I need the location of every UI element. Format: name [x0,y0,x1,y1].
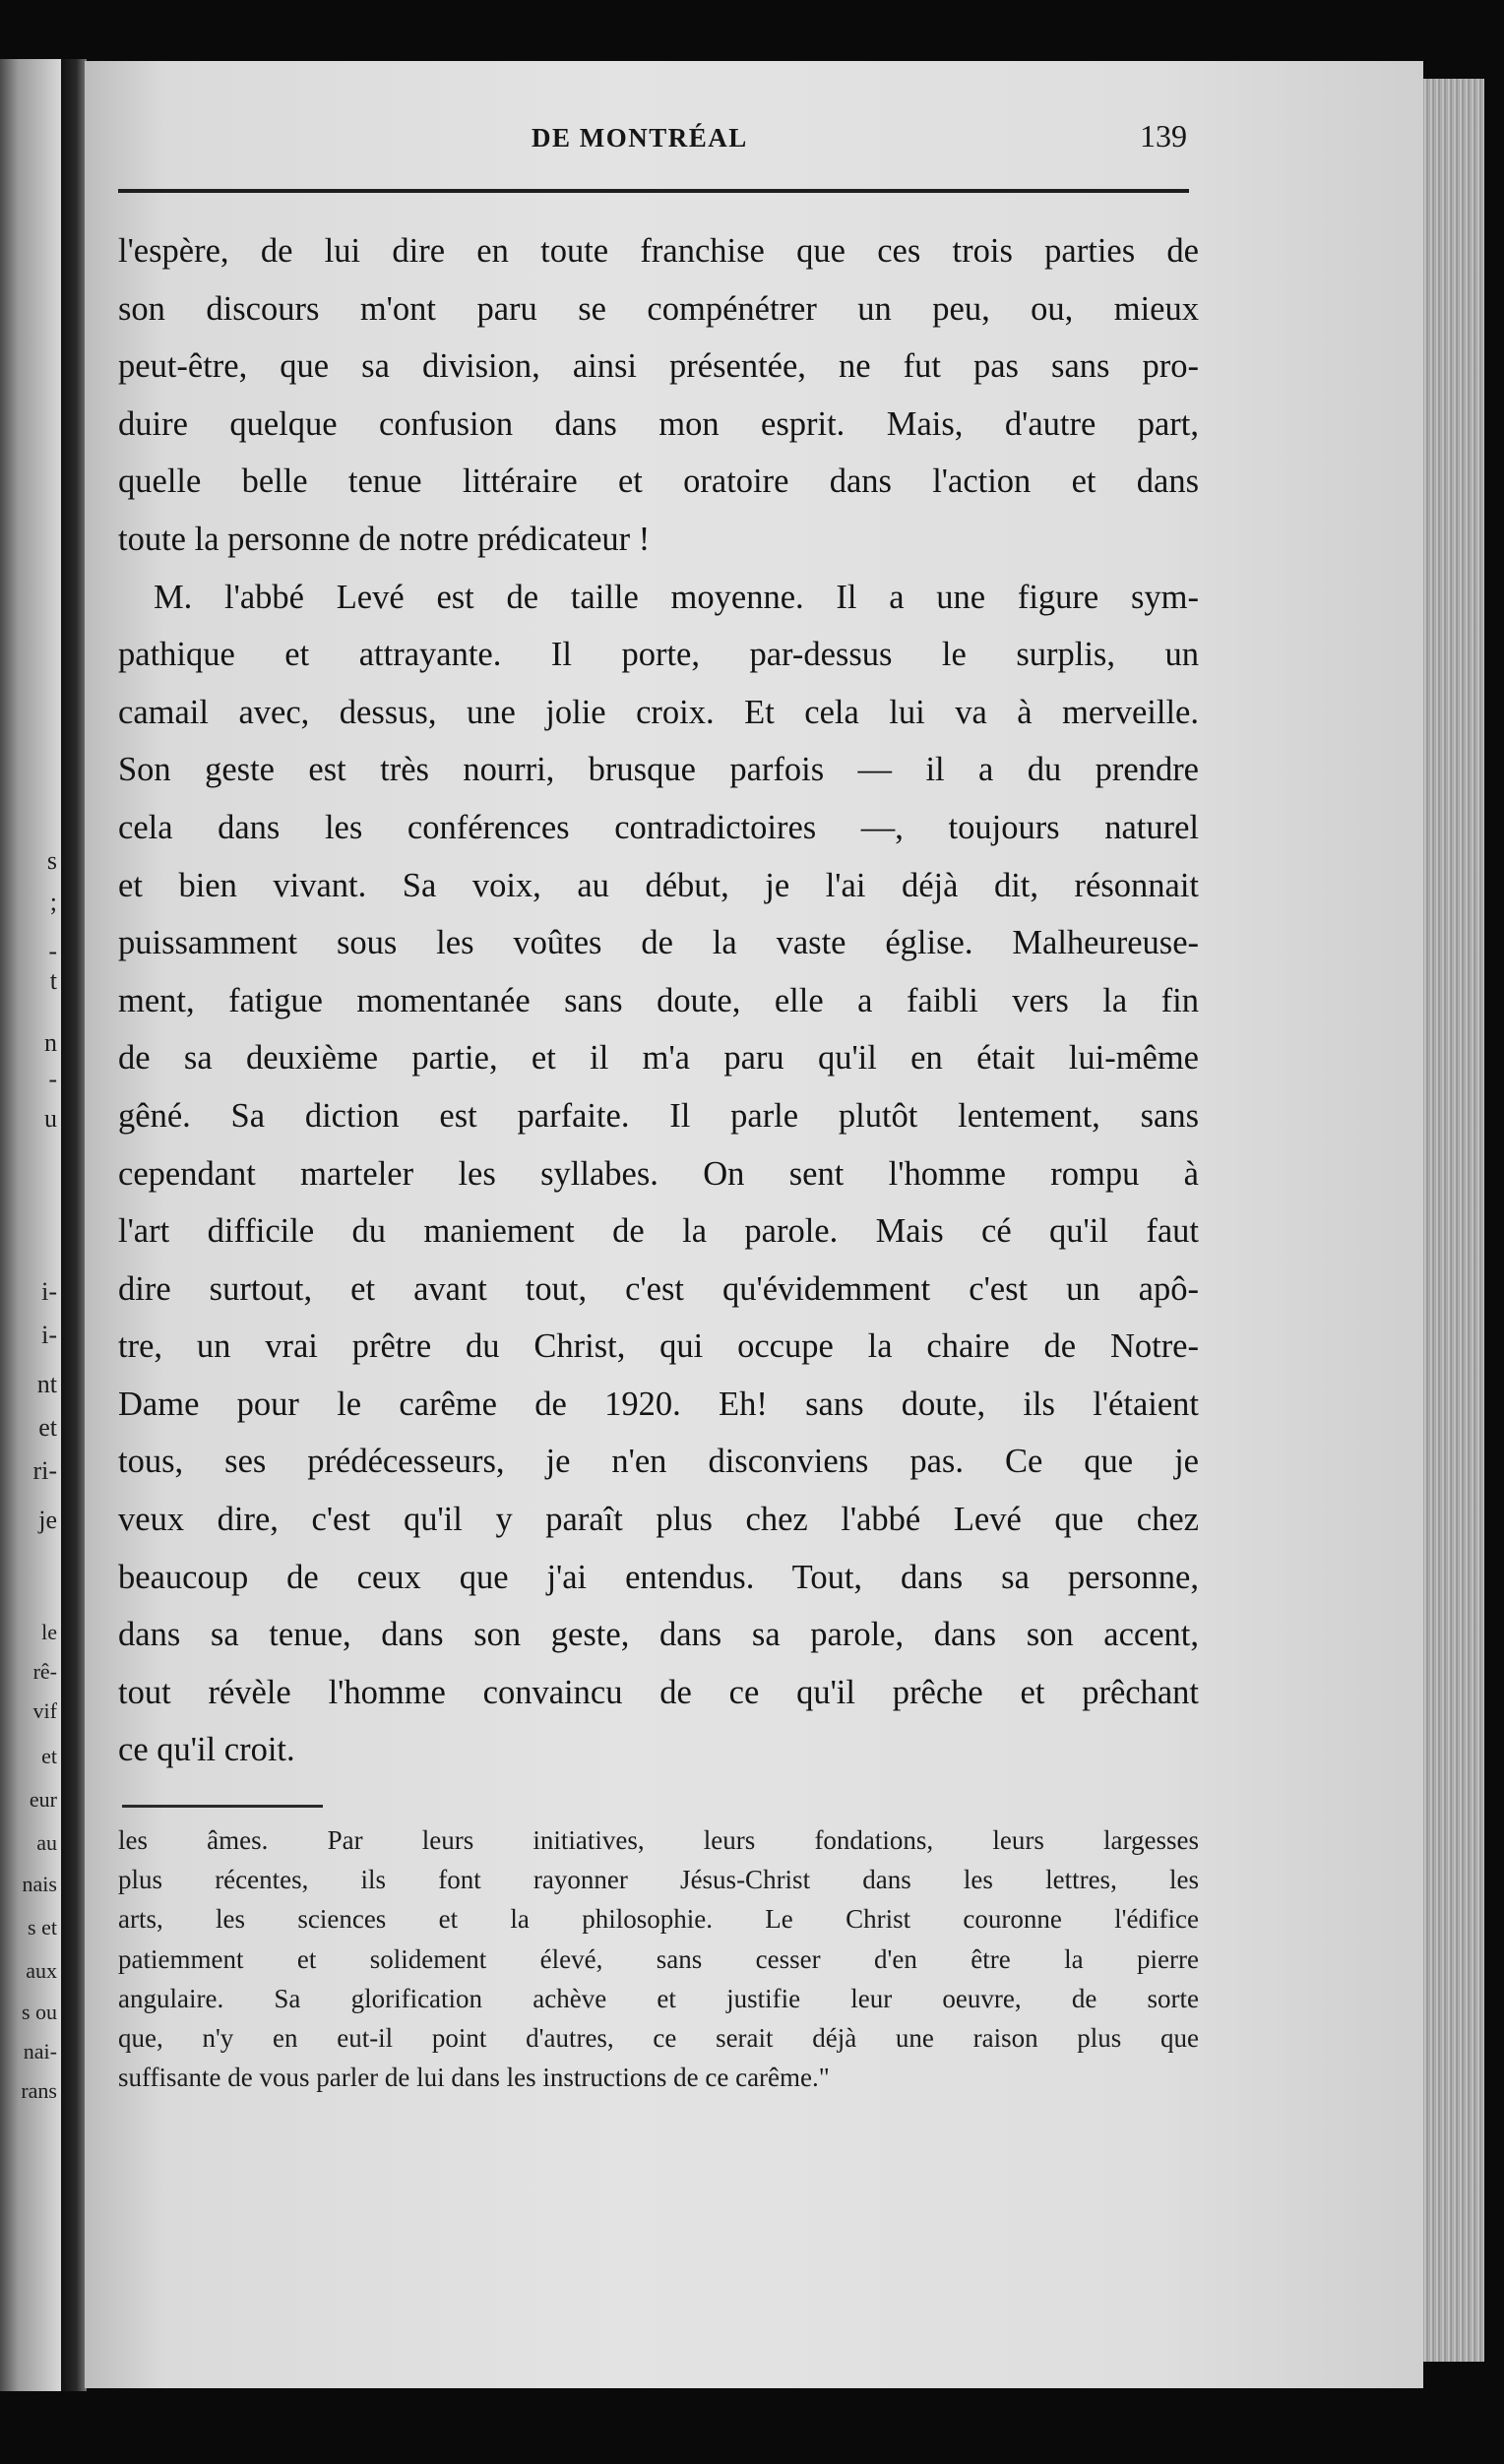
footnote-line: les âmes. Par leurs initiatives, leurs fondations, leurs largesses [118,1825,1199,1855]
text-line: toute la personne de notre prédicateur ! [118,520,651,558]
previous-page-fragment: et [38,1413,57,1442]
text-line: tout révèle l'homme convaincu de ce qu'il prêche et prêchant [118,1673,1199,1711]
previous-page-fragment: nai- [23,2039,57,2064]
footnote-line: plus récentes, ils font rayonner Jésus-Christ dans les lettres, les [118,1865,1199,1895]
text-line: ment, fatigue momentanée sans doute, elle a faibli vers la fin [118,981,1199,1019]
running-head: DE MONTRÉAL [532,123,748,153]
previous-page-fragment: aux [26,1958,57,1983]
footnote-line: suffisante de vous parler de lui dans les instructions de ce carême." [118,2063,830,2093]
previous-page-fragment: le [41,1620,57,1644]
previous-page-fragment: t [49,966,57,995]
previous-page-fragment: et [41,1744,57,1768]
text-line: tous, ses prédécesseurs, je n'en disconviens pas. Ce que je [118,1443,1199,1481]
text-line: cependant marteler les syllabes. On sent l'homme rompu à [118,1154,1199,1193]
text-line: puissamment sous les voûtes de la vaste église. Malheureuse- [118,924,1199,962]
text-line: Son geste est très nourri, brusque parfois — il a du prendre [118,751,1199,789]
previous-page-fragment: ; [49,888,57,916]
text-line: beaucoup de ceux que j'ai entendus. Tout, dans sa personne, [118,1558,1199,1596]
page-number: 139 [1140,118,1187,154]
previous-page-fragment: ri- [32,1456,57,1485]
book-gutter [61,59,87,2391]
footnote-line: que, n'y en eut-il point d'autres, ce serait déjà une raison plus que [118,2022,1199,2053]
text-line: veux dire, c'est qu'il y paraît plus chez l'abbé Levé que chez [118,1501,1199,1539]
text-line: duire quelque confusion dans mon esprit. Mais, d'autre part, [118,404,1199,443]
previous-page-fragment: u [44,1104,57,1133]
text-line: dire surtout, et avant tout, c'est qu'évidemment c'est un apô- [118,1269,1199,1308]
text-line: l'espère, de lui dire en toute franchise que ces trois parties de [118,232,1199,270]
header-rule [118,189,1189,193]
body-text [118,222,1199,1779]
text-line: pathique et attrayante. Il porte, par-dessus le surplis, un [118,636,1199,674]
page-edges [1423,79,1484,2362]
previous-page-fragment: rê- [32,1659,57,1684]
text-line: quelle belle tenue littéraire et oratoire dans l'action et dans [118,462,1199,501]
previous-page-fragment: nt [36,1370,57,1398]
previous-page-fragment: rans [21,2078,57,2103]
previous-page-fragment: i- [41,1321,57,1349]
text-line: tre, un vrai prêtre du Christ, qui occupe la chaire de Notre- [118,1327,1199,1366]
text-line: gêné. Sa diction est parfaite. Il parle plutôt lentement, sans [118,1096,1199,1135]
previous-page-fragment: nais [22,1872,57,1896]
previous-page-fragment: au [36,1830,57,1855]
previous-page-fragment: - [48,1065,57,1093]
text-line: dans sa tenue, dans son geste, dans sa parole, dans son accent, [118,1616,1199,1654]
footnote-line: arts, les sciences et la philosophie. Le Christ couronne l'édifice [118,1904,1199,1935]
previous-page-fragment: je [38,1506,57,1534]
text-line: l'art difficile du maniement de la parole. Mais cé qu'il faut [118,1212,1199,1251]
text-line: Dame pour le carême de 1920. Eh! sans doute, ils l'étaient [118,1385,1199,1423]
text-line: camail avec, dessus, une jolie croix. Et cela lui va à merveille. [118,693,1199,731]
previous-page-fragment: s ou [21,2000,57,2024]
text-line: de sa deuxième partie, et il m'a paru qu'il en était lui-même [118,1039,1199,1078]
previous-page-fragment: vif [32,1698,57,1723]
footnote [118,1820,1199,2097]
previous-page-fragment: s et [28,1915,57,1940]
previous-page-fragment: - [48,937,57,965]
footnote-line: angulaire. Sa glorification achève et justifie leur oeuvre, de sorte [118,1983,1199,2013]
text-line: son discours m'ont paru se compénétrer un peu, ou, mieux [118,289,1199,328]
text-line: peut-être, que sa division, ainsi présentée, ne fut pas sans pro- [118,347,1199,386]
text-line: ce qu'il croit. [118,1731,295,1769]
previous-page-fragment: eur [29,1787,57,1812]
text-line: M. l'abbé Levé est de taille moyenne. Il a une figure sym- [154,578,1199,616]
previous-page-fragment: i- [41,1277,57,1306]
footnote-line: patiemment et solidement élevé, sans cesser d'en être la pierre [118,1943,1199,1974]
previous-page-edge [0,59,61,2391]
previous-page-fragment: n [44,1028,57,1057]
footnote-rule [122,1805,323,1808]
text-line: et bien vivant. Sa voix, au début, je l'ai déjà dit, résonnait [118,866,1199,904]
previous-page-fragment: s [46,846,57,875]
text-line: cela dans les conférences contradictoires —, toujours naturel [118,808,1199,846]
